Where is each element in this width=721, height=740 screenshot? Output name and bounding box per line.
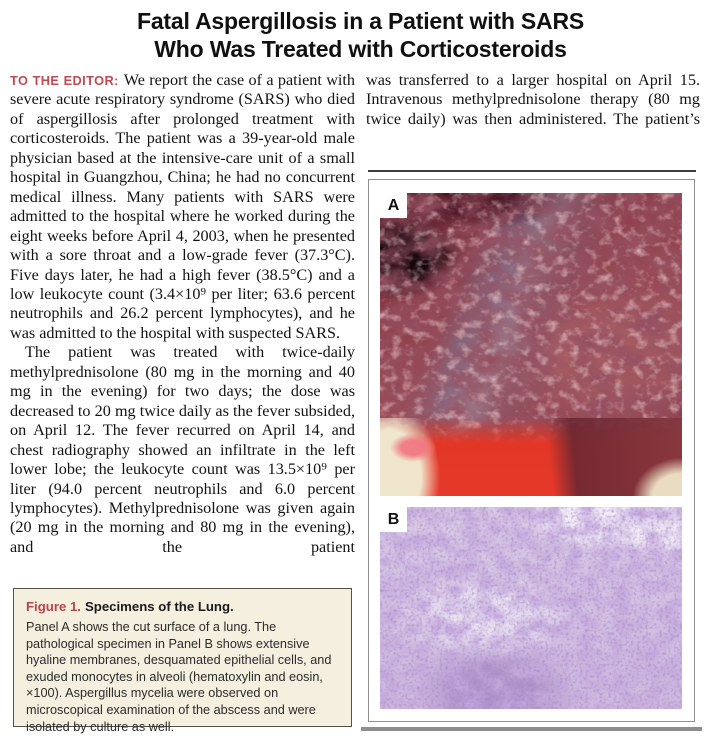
left-text-column (10, 71, 355, 557)
figure-number-label: Figure 1. (26, 599, 81, 614)
to-the-editor-label: TO THE EDITOR: (10, 73, 119, 88)
figure-panel-b-photo (380, 507, 682, 709)
article-title-line2: Who Was Treated with Corticosteroids (154, 36, 567, 62)
panel-a-dissection-tray (380, 418, 682, 496)
article-title (0, 7, 721, 63)
figure-1-caption-box (13, 588, 352, 734)
paragraph-1 (10, 71, 355, 343)
figure-caption-heading (26, 598, 339, 616)
paragraph-3: was transferred to a larger hospital on April 15. Intravenous methylprednisolone therapy (80 mg twice daily) was then administered. The patient’s (366, 71, 700, 128)
right-text-column (366, 71, 700, 129)
figure-1-frame (368, 179, 695, 722)
figure-bottom-rule (361, 727, 702, 731)
panel-b-label: B (380, 507, 407, 532)
paragraph-1-text: We report the case of a patient with severe acute respiratory syndrome (SARS) who died of aspergillosis after prolonged treatment with corticosteroids. The patient was a 39-year-old male physician based at the intensive-care unit of a small hospital in Guangzhou, China; he had no concurrent medical illness. Many patients with SARS were admitted to the hospital where he worked during the eight weeks before April 4, 2003, when he presented with a sore throat and a low-grade fever (37.3°C). Five days later, he had a high fever (38.5°C) and a low leukocyte count (3.4×10⁹ per liter; 63.6 percent neutrophils and 26.2 percent lymphocytes), and he was admitted to the hospital with suspected SARS. (10, 71, 355, 342)
article-title-line1: Fatal Aspergillosis in a Patient with SARS (136, 8, 584, 34)
paragraph-2: The patient was treated with twice-daily methylprednisolone (80 mg in the morning and 40 mg in the evening) for two days; the dose was decreased to 20 mg twice daily as the fever subsided, on April 12. The fever recurred on April 14, and chest radiography showed an infiltrate in the left lower lobe; the leukocyte count was 13.5×10⁹ per liter (94.0 percent neutrophils and 6.0 percent lymphocytes). Methylprednisolone was given again (20 mg in the morning and 80 mg in the evening), and the patient (10, 343, 355, 556)
figure-caption-body: Panel A shows the cut surface of a lung. The pathological specimen in Panel B shows extensive hyaline membranes, desquamated epithelial cells, and exuded monocytes in alveoli (hematoxylin and eosin, ×100). Aspergillus mycelia were observed on microscopical examination of the abscess and were isolated by culture as well. (26, 620, 332, 734)
figure-caption-title: Specimens of the Lung. (84, 599, 234, 614)
panel-a-label: A (380, 193, 407, 218)
panel-b-texture (380, 507, 682, 709)
figure-top-rule (368, 170, 696, 172)
figure-panel-a-photo (380, 193, 682, 496)
